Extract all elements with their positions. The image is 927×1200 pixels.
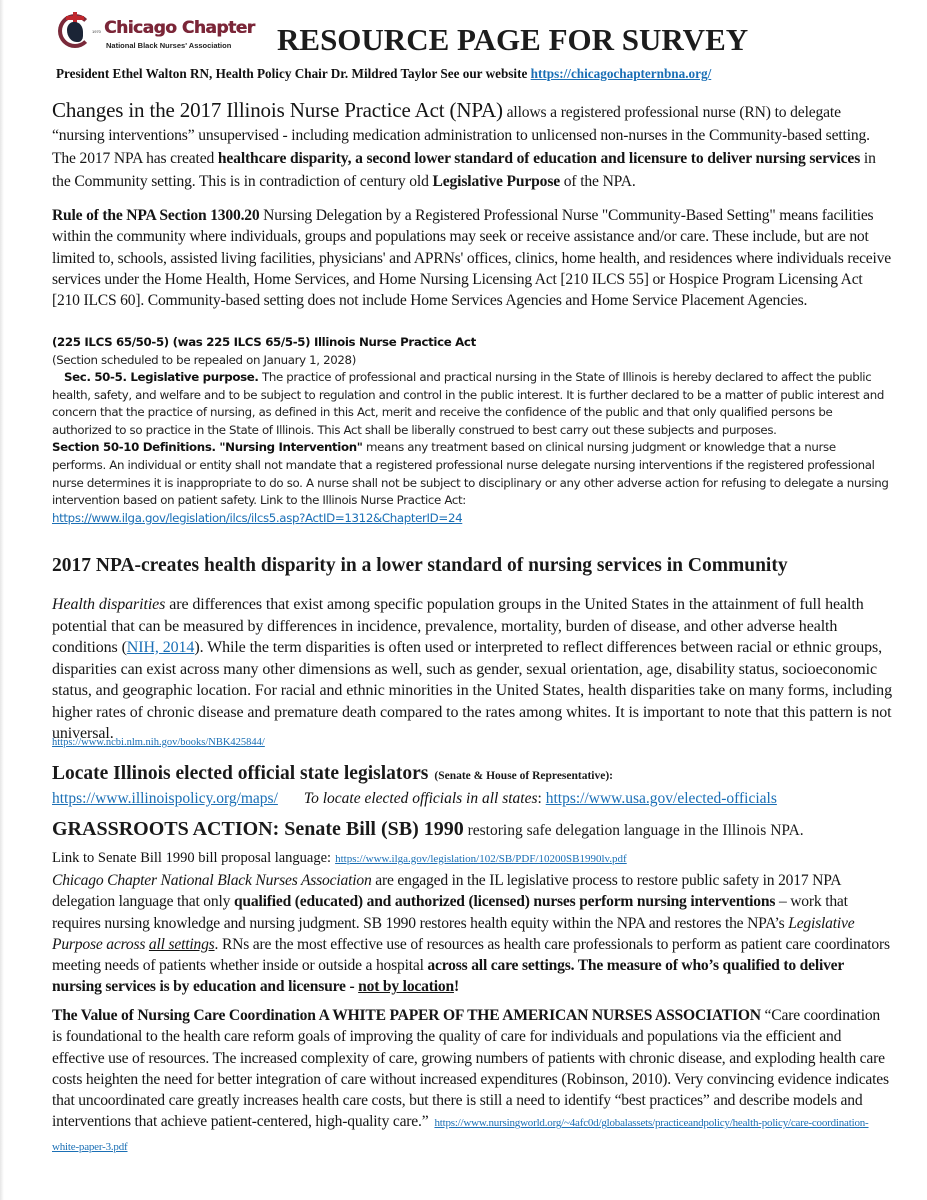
website-link[interactable]: https://chicagochapternbna.org/	[530, 66, 712, 81]
white-paper-paragraph	[52, 1005, 892, 1158]
usa-gov-link[interactable]: https://www.usa.gov/elected-officials	[545, 790, 777, 807]
sec-50-10	[52, 439, 892, 509]
logo-est: 1970	[92, 29, 101, 34]
intro-text: in the Community setting. This is in contradiction of century old	[52, 150, 876, 190]
disparity-text: are differences that exist among specific population groups in the United States in the attainment of full health potential that can be measured by differences in incidence, prevalence, mortality, burden of disease, and other adverse health conditions (	[52, 596, 864, 656]
rule-paragraph	[52, 205, 892, 311]
all-states-label: To locate elected officials in all states	[303, 790, 538, 807]
nih-link[interactable]: NIH, 2014	[126, 639, 195, 656]
byline	[56, 66, 711, 82]
sb-link-label: Link to Senate Bill 1990 bill proposal language:	[52, 850, 332, 866]
repeal-note: (Section scheduled to be repealed on January 1, 2028)	[52, 352, 356, 367]
colon: :	[537, 790, 546, 807]
npa-link[interactable]: https://www.ilga.gov/legislation/ilcs/ilcs5.asp?ActID=1312&ChapterID=24	[52, 510, 463, 525]
locate-heading	[52, 763, 613, 785]
disparity-text: ). While the term disparities is often used or interpreted to reflect differences between racial or ethnic groups, disparities can exist across many other dimensions as well, such as gender, sexual orientation, age, disability status, socioeconomic status, and geographic location. For racial and ethnic minorities in the United States, health disparities take on many forms, including higher rates of chronic disease and premature death compared to the rates among whites. It is important to note that this pattern is not universal.	[52, 639, 892, 742]
statute-header	[52, 334, 892, 369]
not-by-location-emphasis: not by location	[358, 978, 454, 996]
rule-text: Nursing Delegation by a Registered Professional Nurse "Community-Based Setting" means facilities within the community where individuals, groups and populations may seek or receive assistance and/or care. These include, but are not limited to, schools, assisted living facilities, physicians' and APRNs' offices, clinics, home health, and residences where individuals receive services under the Home Health, Home Services, and Home Nursing Licensing Act [210 ILCS 55] or Hospice Program Licensing Act [210 ILCS 60]. Community-based setting does not include Home Services Agencies and Home Service Placement Agencies.	[52, 207, 891, 310]
sec-50-10-label: Section 50-10 Definitions. "Nursing Intervention"	[52, 440, 363, 455]
grassroots-heading	[52, 818, 804, 841]
page-title: RESOURCE PAGE FOR SURVEY	[277, 22, 749, 57]
sb1990-link[interactable]: https://www.ilga.gov/legislation/102/SB/PDF/10200SB1990lv.pdf	[335, 853, 627, 865]
grassroots-title: GRASSROOTS ACTION: Senate Bill (SB) 1990	[52, 818, 464, 840]
grassroots-text: are engaged in the IL legislative process to restore public safety in 2017 NPA delegation language that only	[52, 872, 841, 911]
ncbi-link[interactable]: https://www.ncbi.nlm.nih.gov/books/NBK425844/	[52, 737, 265, 748]
exclamation: !	[453, 978, 459, 996]
header	[52, 8, 912, 88]
sb-link-line	[52, 850, 627, 867]
grassroots-italic: Legislative Purpose across	[52, 914, 855, 953]
locate-links	[52, 790, 777, 808]
white-paper-quote: “Care coordination is foundational to the health care reform goals of improving the quality of care for individuals and populations via the efficient and effective use of resources. The increased complexity of care, growing numbers of patients with chronic disease, and exploding health care costs heighten the need for better integration of care without increased expenditures (Robinson, 2010). Very convincing evidence indicates that uncoordinated care greatly increases health care costs, but there is still a need to identify “best practices” and describe models and interventions that achieve patient-centered, high-quality care.”	[52, 1007, 889, 1131]
logo-title: Chicago Chapter	[104, 18, 255, 38]
all-settings-emphasis: all settings	[148, 935, 215, 953]
disparity-paragraph	[52, 594, 892, 745]
statute-heading: (225 ILCS 65/50-5) (was 225 ILCS 65/5-5) Illinois Nurse Practice Act	[52, 335, 476, 349]
grassroots-text: – work that requires nursing knowledge and nursing judgment. SB 1990 restores health equity within the NPA and restores the NPA’s	[52, 893, 848, 932]
grassroots-paragraph	[52, 870, 892, 998]
locate-subtitle: (Senate & House of Representative):	[434, 770, 614, 782]
intro-text: of the NPA.	[560, 173, 636, 190]
disparity-heading: 2017 NPA-creates health disparity in a lower standard of nursing services in Community	[52, 555, 788, 576]
sec-50-5-label: Sec. 50-5. Legislative purpose.	[64, 370, 259, 384]
intro-paragraph	[52, 99, 892, 193]
byline-text: President Ethel Walton RN, Health Policy Chair Dr. Mildred Taylor See our website	[56, 66, 531, 81]
sec-50-10-text: means any treatment based on clinical nursing judgment or knowledge that a nurse performs. An individual or entity shall not mandate that a registered professional nurse delegate nursing interventions if the registered professional nurse determines it is inappropriate to do so. A nurse shall not be subject to disciplinary or any other adverse action for refusing to delegate a nursing intervention based on patient safety. Link to the Illinois Nurse Practice Act:	[52, 440, 889, 508]
illinois-policy-link[interactable]: https://www.illinoispolicy.org/maps/	[52, 790, 278, 807]
grassroots-bold: The measure of who’s qualified to deliver nursing services is by education and licensure -	[52, 957, 844, 996]
grassroots-text: . RNs are the most effective use of resources as health care professionals to perform as patient care coordinators meeting needs of patients whether inside or outside a hospital	[52, 935, 890, 975]
scan-edge	[0, 0, 4, 1200]
logo-subtitle: National Black Nurses' Association	[106, 41, 232, 50]
grassroots-subtitle: restoring safe delegation language in the Illinois NPA.	[463, 822, 804, 839]
grassroots-bold: across all care settings.	[427, 957, 575, 975]
chapter-logo	[54, 12, 254, 60]
white-paper-title: The Value of Nursing Care Coordination A WHITE PAPER OF THE AMERICAN NURSES ASSOCIATION	[52, 1007, 761, 1024]
intro-bold: healthcare disparity, a second lower standard of education and licensure to deliver nursing services	[217, 150, 861, 167]
white-paper-link[interactable]: https://www.nursingworld.org/~4afc0d/globalassets/practiceandpolicy/health-policy/care-coordination-white-paper-3.pdf	[52, 1117, 869, 1153]
intro-text: allows a registered professional nurse (RN) to delegate “nursing interventions” unsupervised - including medication administration to unlicensed non-nurses in the Community-based setting. The 2017 NPA has created	[52, 104, 870, 167]
logo-africa-icon	[67, 22, 83, 42]
rule-title: Rule of the NPA Section 1300.20	[52, 207, 260, 224]
statute-body	[52, 369, 892, 527]
locate-title: Locate Illinois elected official state legislators	[52, 763, 429, 784]
intro-lead: Changes in the 2017 Illinois Nurse Practice Act (NPA)	[52, 98, 503, 122]
sec-50-5-text: The practice of professional and practical nursing in the State of Illinois is hereby declared to affect the public health, safety, and welfare and to be subject to regulation and control in the public interest. It is further declared to be a matter of public interest and concern that the practice of nursing, as defined in this Act, merit and receive the confidence of the public and that only qualified persons be authorized to so practice in the State of Illinois. This Act shall be liberally construed to best carry out these subjects and purposes.	[52, 370, 885, 437]
disparity-lead: Health disparities	[52, 596, 166, 613]
sec-50-5	[52, 369, 892, 439]
org-name: Chicago Chapter National Black Nurses Association	[52, 872, 372, 889]
grassroots-bold: qualified (educated) and authorized (licensed) nurses perform nursing interventions	[233, 893, 776, 911]
intro-bold: Legislative Purpose	[432, 173, 561, 190]
